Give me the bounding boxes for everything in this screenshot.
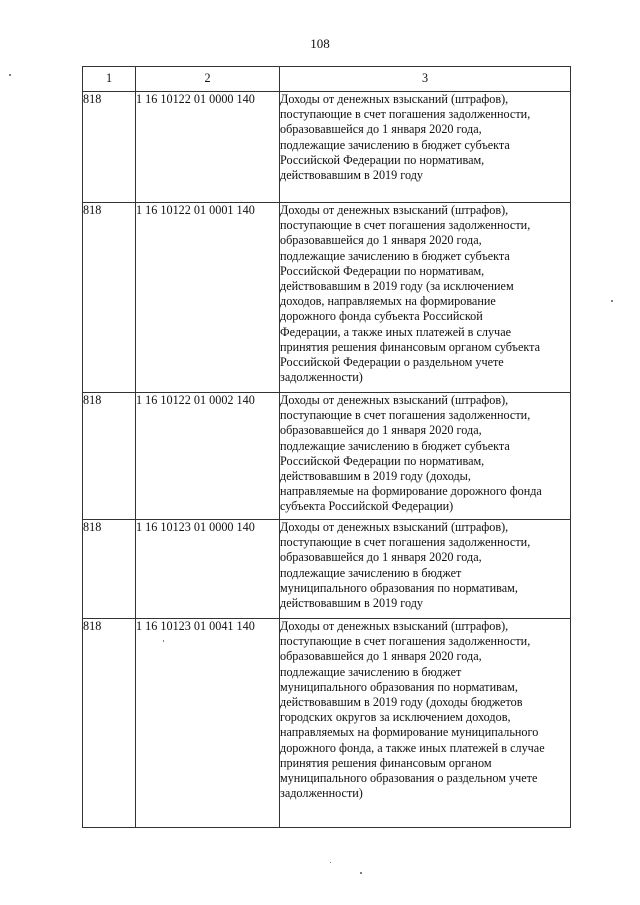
admin-code-cell: 818 (83, 393, 136, 520)
description-cell: Доходы от денежных взысканий (штрафов), поступающие в счет погашения задолженности, образовавшейся до 1 января 2020 года, подлежащие зачислению в бюджет субъекта Российской Федерации по нормативам, действовавшим в 2019 году (280, 92, 571, 203)
table-header (83, 67, 571, 92)
header-col-1: 1 (83, 67, 136, 92)
header-col-2: 2 (136, 67, 280, 92)
description-cell: Доходы от денежных взысканий (штрафов), поступающие в счет погашения задолженности, образовавшейся до 1 января 2020 года, подлежащие зачислению в бюджет муниципального образования по нормативам, действовавшим в 2019 году (доходы бюджетов городских округов за исключением доходов, направляемых на формирование муниципального дорожного фонда, а также иных платежей в случае принятия решения финансовым органом муниципального образования о раздельном учете задолженности) (280, 619, 571, 828)
budget-code-cell: 1 16 10122 01 0001 140 (136, 203, 280, 393)
header-col-3: 3 (280, 67, 571, 92)
budget-code-cell: 1 16 10122 01 0002 140 (136, 393, 280, 520)
admin-code-cell: 818 (83, 520, 136, 619)
table-row (83, 92, 571, 203)
description-cell: Доходы от денежных взысканий (штрафов), поступающие в счет погашения задолженности, образовавшейся до 1 января 2020 года, подлежащие зачислению в бюджет муниципального образования по нормативам, действовавшим в 2019 году (280, 520, 571, 619)
admin-code-cell: 818 (83, 203, 136, 393)
table-row (83, 393, 571, 520)
table-row (83, 619, 571, 828)
admin-code-cell: 818 (83, 619, 136, 828)
budget-code-cell: 1 16 10123 01 0041 140 (136, 619, 280, 828)
scan-speck (163, 640, 164, 642)
scan-speck (611, 300, 613, 302)
table-body (83, 92, 571, 828)
budget-code-cell: 1 16 10122 01 0000 140 (136, 92, 280, 203)
header-row (83, 67, 571, 92)
table-row (83, 203, 571, 393)
description-cell: Доходы от денежных взысканий (штрафов), поступающие в счет погашения задолженности, образовавшейся до 1 января 2020 года, подлежащие зачислению в бюджет субъекта Российской Федерации по нормативам, действовавшим в 2019 году (за исключением доходов, направляемых на формирование дорожного фонда субъекта Российской Федерации, а также иных платежей в случае принятия решения финансовым органом субъекта Российской Федерации о раздельном учете задолженности) (280, 203, 571, 393)
scan-speck (360, 872, 362, 874)
admin-code-cell: 818 (83, 92, 136, 203)
budget-code-cell: 1 16 10123 01 0000 140 (136, 520, 280, 619)
table-row (83, 520, 571, 619)
page-number: 108 (310, 36, 330, 51)
scan-speck (9, 74, 11, 76)
description-cell: Доходы от денежных взысканий (штрафов), поступающие в счет погашения задолженности, образовавшейся до 1 января 2020 года, подлежащие зачислению в бюджет субъекта Российской Федерации по нормативам, действовавшим в 2019 году (доходы, направляемые на формирование дорожного фонда субъекта Российской Федерации) (280, 393, 571, 520)
budget-codes-table (82, 66, 571, 828)
scan-speck (330, 862, 331, 863)
